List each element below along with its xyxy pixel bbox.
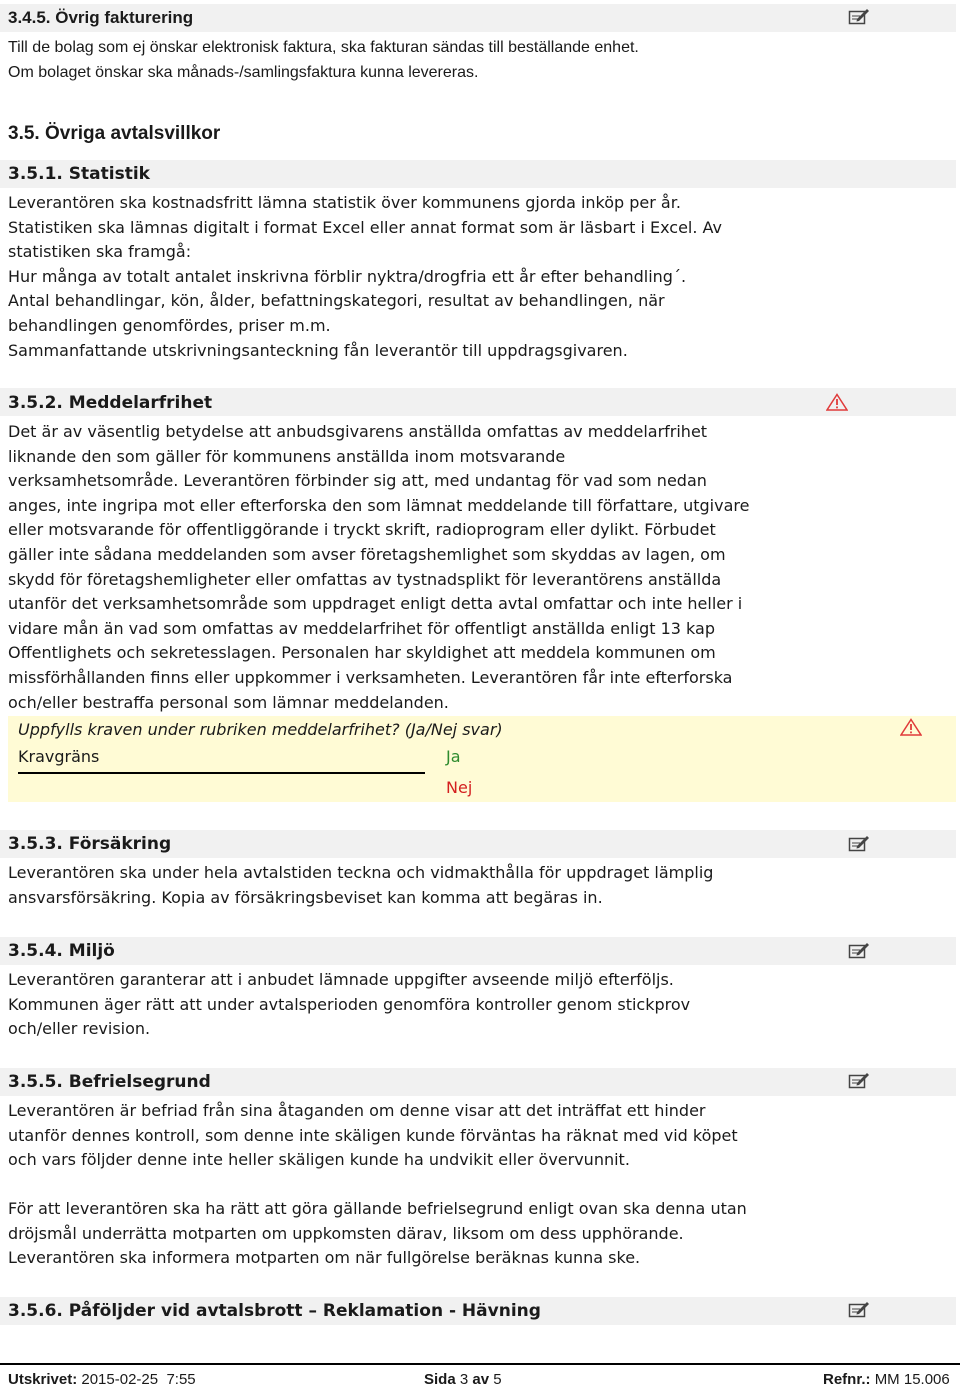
edit-icon[interactable] (848, 1071, 870, 1089)
section-heading: 3.5.3. Försäkring (8, 834, 172, 854)
warning-icon (826, 393, 848, 411)
section-body: Leverantören ska under hela avtalstiden teckna och vidmakthålla för uppdraget lämplig ansvarsförsäkring. Kopia av försäkringsbeviset kan komma att begäras in. (8, 863, 714, 907)
section-heading: 3.5. Övriga avtalsvillkor (8, 123, 221, 144)
footer-ref (823, 1371, 950, 1388)
edit-icon[interactable] (848, 834, 870, 852)
kravgrans-underline (18, 772, 425, 774)
section-body: För att leverantören ska ha rätt att göra gällande befrielsegrund enligt ovan ska denna utan dröjsmål underrätta motparten om uppkomsten därav, liksom om dess upphörande. Leverantören ska informera motparten om när fullgörelse beräknas kunna ske. (8, 1199, 747, 1268)
footer-page-label: Sida (424, 1371, 456, 1388)
edit-icon[interactable] (848, 941, 870, 959)
section-heading: 3.4.5. Övrig fakturering (8, 8, 194, 27)
section-body: Det är av väsentlig betydelse att anbudsgivarens anställda omfattas av meddelarfrihet liknande den som gäller för kommunens anställda inom motsvarande verksamhetsområde. Leverantören förbinder sig att, med undantag för vad som nedan anges, inte ingripa mot eller efterforska den som lämnat meddelande till författare, utgivare eller motsvarande för offentliggörande i tryckt skrift, radioprogram eller dylikt. Förbudet gäller inte sådana meddelanden som avser företagshemlighet som skyddas av lagen, om skydd för företagshemligheter eller omfattas av tystnadsplikt för leverantörens anställda utanför det verksamhetsområde som uppdraget enligt detta avtal omfattar och inte heller i vidare mån än vad som omfattas av meddelarfrihet för offentligt anställda enligt 13 kap Offentlighets och sekretesslagen. Personalen har skyldighet att meddela kommunen om missförhållanden finns eller uppkommer i verksamheten. Leverantören får inte efterforska och/eller bestraffa personal som lämnar meddelanden. (8, 422, 750, 712)
section-heading: 3.5.1. Statistik (8, 164, 150, 184)
footer-page-of: av (472, 1371, 490, 1388)
footer-ref-value: MM 15.006 (874, 1371, 950, 1388)
footer-printed-label: Utskrivet: (8, 1371, 78, 1388)
footer-ref-label: Refnr.: (823, 1371, 871, 1388)
footer-printed (8, 1371, 196, 1388)
footer-divider (0, 1363, 960, 1365)
section-heading: 3.5.4. Miljö (8, 941, 115, 961)
kravgrans-label: Kravgräns (18, 747, 100, 766)
section-body: Till de bolag som ej önskar elektronisk faktura, ska fakturan sändas till beställande enhet. Om bolaget önskar ska månads-/samlingsfaktura kunna levereras. (8, 39, 639, 81)
section-body: Leverantören garanterar att i anbudet lämnade uppgifter avseende miljö efterföljs. Kommunen äger rätt att under avtalsperioden genomföra kontroller genom stickprov och/eller revision. (8, 970, 691, 1039)
section-heading: 3.5.2. Meddelarfrihet (8, 393, 213, 413)
question-text: Uppfylls kraven under rubriken meddelarfrihet? (Ja/Nej svar) (18, 720, 503, 739)
footer-page-total: 5 (493, 1371, 502, 1388)
footer-printed-value: 2015-02-25 7:55 (81, 1371, 196, 1388)
footer-page-current: 3 (459, 1371, 469, 1388)
section-heading: 3.5.6. Påföljder vid avtalsbrott – Reklamation - Hävning (8, 1301, 541, 1321)
section-heading-bar (0, 937, 956, 965)
answer-yes-option[interactable]: Ja (446, 747, 461, 766)
footer-page (424, 1371, 502, 1388)
edit-icon[interactable] (848, 7, 870, 25)
section-heading: 3.5.5. Befrielsegrund (8, 1072, 211, 1092)
section-body: Leverantören ska kostnadsfritt lämna statistik över kommunens gjorda inköp per år. Statistiken ska lämnas digitalt i format Excel eller annat format som är läsbart i Excel. Av statistiken ska framgå: Hur många av totalt antalet inskrivna förblir nyktra/drogfria ett år efter behandling´. Antal behandlingar, kön, ålder, befattningskategori, resultat av behandlingen, när behandlingen genomfördes, priser m.m. Sammanfattande utskrivningsanteckning fån leverantör till uppdragsgivaren. (8, 193, 723, 360)
edit-icon[interactable] (848, 1300, 870, 1318)
section-body: Leverantören är befriad från sina åtaganden om denne visar att det inträffat ett hinder utanför dennes kontroll, som denne inte skäligen kunde förväntas ha räknat med vid köpet och vars följder denne inte heller skäligen kunde ha undvikit eller övervunnit. (8, 1101, 738, 1170)
answer-no-option[interactable]: Nej (446, 778, 473, 797)
warning-icon (900, 718, 922, 736)
